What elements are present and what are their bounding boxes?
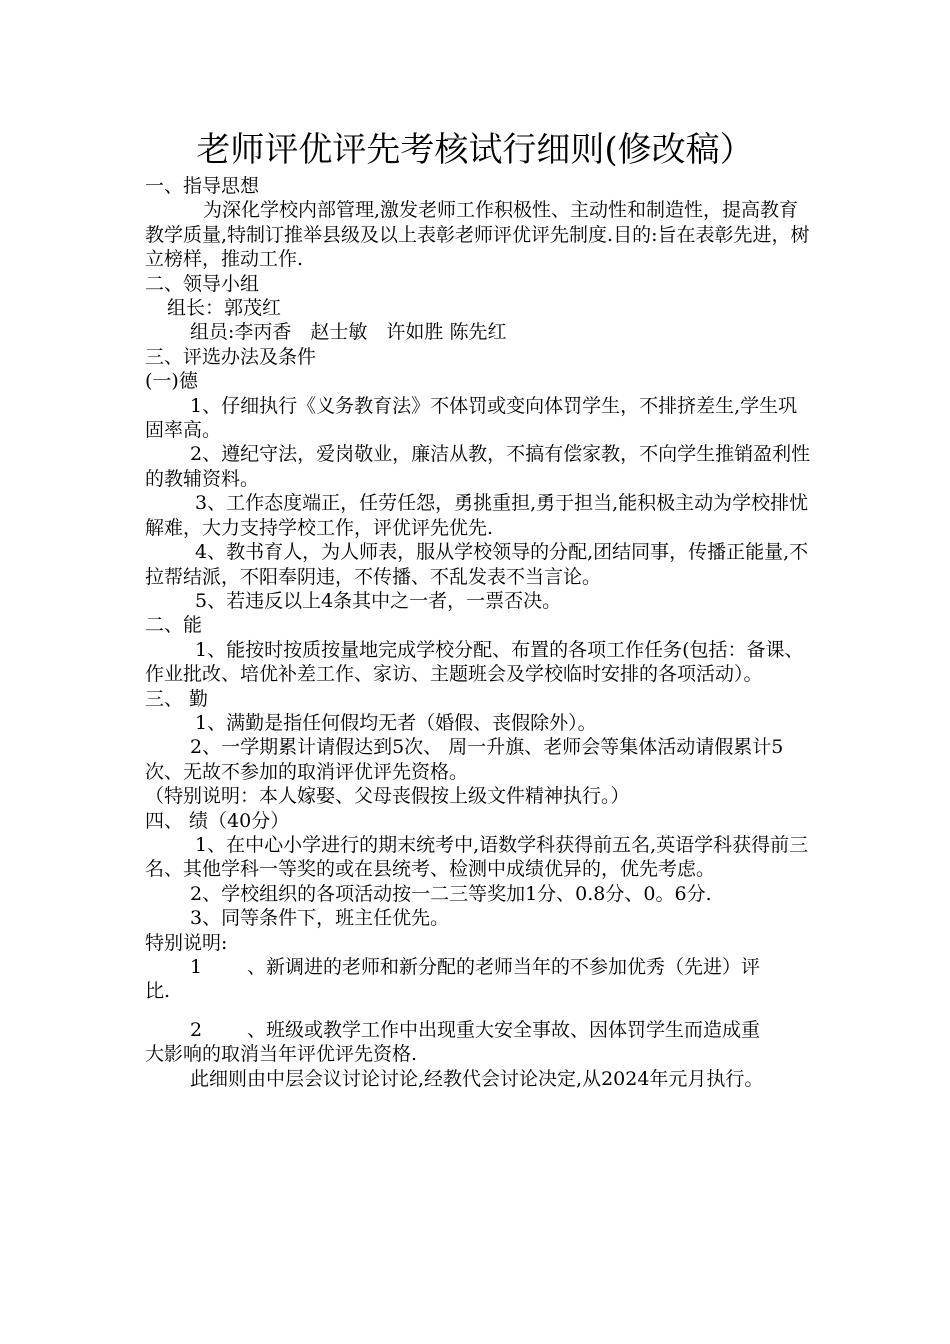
special-item-1-tail: 比. (145, 980, 171, 1003)
guiding-paragraph: 为深化学校内部管理,激发老师工作积极性、主动性和制造性，提高教育教学质量,特制订推举县级及以上表彰老师评优评先制度.目的:旨在表彰先进，树立榜样，推动工作. (145, 199, 810, 271)
page-title: 老师评优评先考核试行细则(修改稿） (196, 130, 754, 170)
special-heading: 特别说明: (145, 931, 228, 954)
subsection-heading-de: (一)德 (145, 370, 198, 393)
subsection-heading-ji: 四、 绩（40分） (145, 809, 290, 832)
special-item-1 (145, 955, 815, 979)
de-item-3: 3、工作态度端正，任劳任怨，勇挑重担,勇于担当,能积极主动为学校排忧解难，大力支持学校工作，评优评先优先. (145, 492, 809, 539)
special-item-1-number: 1 (190, 956, 203, 978)
special-item-2-number: 2 (190, 1018, 203, 1041)
ji-item-3: 3、同等条件下，班主任优先。 (190, 907, 450, 930)
qin-item-2: 2、一学期累计请假达到5次、 周一升旗、老师会等集体活动请假累计5次、无故不参加的取消评优评先资格。 (145, 736, 784, 783)
subsection-heading-qin: 三、 勤 (145, 687, 209, 710)
ji-item-2: 2、学校组织的各项活动按一二三等奖加1分、0.8分、0。6分. (190, 882, 712, 905)
special-item-2-tail: 大影响的取消当年评优评先资格. (145, 1043, 418, 1066)
section-heading-criteria: 三、评选办法及条件 (145, 345, 317, 368)
section-heading-leadership: 二、领导小组 (145, 272, 260, 295)
de-item-1: 1、仔细执行《义务教育法》不体罚或变向体罚学生，不排挤差生,学生巩固率高。 (145, 394, 798, 442)
neng-item-1: 1、能按时按质按量地完成学校分配、布置的各项工作任务(包括：备课、作业批改、培优补差工作、家访、主题班会及学校临时安排的各项活动）。 (145, 638, 804, 686)
leader-line: 组长：郭茂红 (167, 297, 282, 320)
special-item-1-text: 、新调进的老师和新分配的老师当年的不参加优秀（先进）评 (247, 956, 761, 978)
members-line: 组员:李丙香 赵士敏 许如胜 陈先红 (190, 321, 507, 344)
de-item-4: 4、教书育人，为人师表，服从学校领导的分配,团结同事，传播正能量,不拉帮结派，不阳奉阴违，不传播、不乱发表不当言论。 (145, 541, 809, 588)
closing-paragraph: 此细则由中层会议讨论讨论,经教代会讨论决定,从2024年元月执行。 (190, 1067, 764, 1090)
document-body (145, 174, 815, 1091)
ji-item-1: 1、在中心小学进行的期末统考中,语数学科获得前五名,英语学科获得前三名、其他学科一等奖的或在县统考、检测中成绩优异的，优先考虑。 (145, 833, 809, 881)
subsection-heading-neng: 二、能 (145, 614, 203, 637)
qin-item-1: 1、满勤是指任何假均无者（婚假、丧假除外）。 (195, 711, 597, 734)
de-item-2: 2、遵纪守法，爱岗敬业，廉洁从教，不搞有偿家教，不向学生推销盈利性的教辅资料。 (145, 443, 811, 490)
section-heading-guiding: 一、指导思想 (145, 175, 260, 197)
special-item-2-text: 、班级或教学工作中出现重大安全事故、因体罚学生而造成重 (247, 1018, 761, 1041)
special-item-2 (145, 1018, 815, 1042)
qin-note: （特别说明：本人嫁娶、父母丧假按上级文件精神执行。） (145, 785, 630, 808)
de-item-5: 5、若违反以上4条其中之一者，一票否决。 (195, 589, 562, 612)
